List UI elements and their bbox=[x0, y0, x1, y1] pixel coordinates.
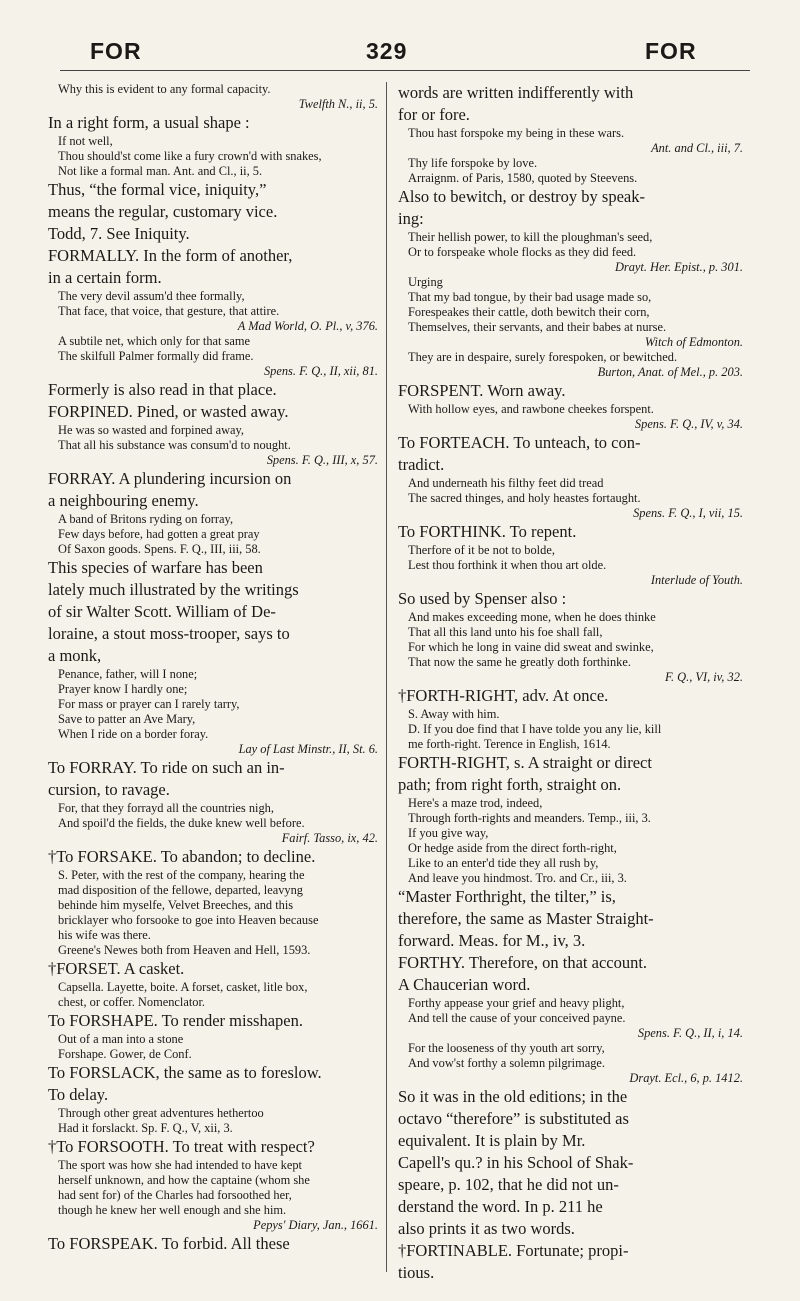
quotation-line: Save to patter an Ave Mary, bbox=[58, 712, 196, 726]
entry-line: speare, p. 102, that he did not un- bbox=[398, 1175, 619, 1194]
quotation-line: When I ride on a border foray. bbox=[58, 727, 209, 741]
right-column bbox=[398, 82, 743, 1284]
entry-line: So used by Spenser also : bbox=[398, 589, 567, 608]
entry-line: A Chaucerian word. bbox=[398, 975, 531, 994]
entry-line: To FORTHINK. To repent. bbox=[398, 522, 577, 541]
entry-line: To FORSLACK, the same as to foreslow. bbox=[48, 1063, 322, 1082]
citation-line: Witch of Edmonton. bbox=[644, 335, 743, 349]
entry-line: tradict. bbox=[398, 455, 445, 474]
quotation-line: That face, that voice, that gesture, that attire. bbox=[58, 304, 280, 318]
quotation-line: That all this land unto his foe shall fall, bbox=[408, 625, 603, 639]
quotation-line: mad disposition of the fellowe, departed, leavyng bbox=[58, 883, 303, 897]
quotation-line: Penance, father, will I none; bbox=[58, 667, 198, 681]
citation-line: Interlude of Youth. bbox=[650, 573, 743, 587]
citation-line: Spens. F. Q., III, x, 57. bbox=[266, 453, 378, 467]
quotation-line: Why this is evident to any formal capacity. bbox=[58, 82, 271, 96]
quotation-line: bricklayer who forsooke to goe into Heaven because bbox=[58, 913, 319, 927]
quotation-line: Themselves, their servants, and their babes at nurse. bbox=[408, 320, 667, 334]
entry-line: FORTH-RIGHT, s. A straight or direct bbox=[398, 753, 652, 772]
quotation-line: S. Peter, with the rest of the company, hearing the bbox=[58, 868, 305, 882]
entry-line: †FORSET. A casket. bbox=[48, 959, 185, 978]
entry-line: Todd, 7. See Iniquity. bbox=[48, 224, 190, 243]
entry-line: in a certain form. bbox=[48, 268, 162, 287]
quotation-line: Greene's Newes both from Heaven and Hell, 1593. bbox=[58, 943, 311, 957]
entry-line: So it was in the old editions; in the bbox=[398, 1087, 628, 1106]
entry-line: a neighbouring enemy. bbox=[48, 491, 199, 510]
quotation-line: behinde him myselfe, Velvet Breeches, and this bbox=[58, 898, 294, 912]
citation-line: Spens. F. Q., II, i, 14. bbox=[637, 1026, 743, 1040]
entry-line: a monk, bbox=[48, 646, 102, 665]
entry-line: octavo “therefore” is substituted as bbox=[398, 1109, 629, 1128]
citation-line: F. Q., VI, iv, 32. bbox=[664, 670, 743, 684]
quotation-line: For, that they forrayd all the countries nigh, bbox=[58, 801, 274, 815]
quotation-line: Therfore of it be not to bolde, bbox=[408, 543, 555, 557]
entry-line: FORSPENT. Worn away. bbox=[398, 381, 566, 400]
entry-line: tious. bbox=[398, 1263, 435, 1282]
entry-line: means the regular, customary vice. bbox=[48, 202, 278, 221]
citation-line: Ant. and Cl., iii, 7. bbox=[651, 141, 743, 155]
quotation-line: Forespeakes their cattle, doth bewitch their corn, bbox=[408, 305, 650, 319]
quotation-line: The sport was how she had intended to have kept bbox=[58, 1158, 302, 1172]
header-left-word: FOR bbox=[90, 38, 142, 64]
entry-line: FORTHY. Therefore, on that account. bbox=[398, 953, 648, 972]
quotation-line: And vow'st forthy a solemn pilgrimage. bbox=[408, 1056, 606, 1070]
citation-line: Spens. F. Q., I, vii, 15. bbox=[633, 506, 743, 520]
quotation-line: Had it forslackt. Sp. F. Q., V, xii, 3. bbox=[58, 1121, 233, 1135]
citation-line: Twelfth N., ii, 5. bbox=[298, 97, 378, 111]
quotation-line: And makes exceeding mone, when he does thinke bbox=[408, 610, 656, 624]
entry-line: †FORTINABLE. Fortunate; propi- bbox=[398, 1241, 629, 1260]
header-right-word: FOR bbox=[645, 38, 697, 64]
quotation-line: The very devil assum'd thee formally, bbox=[58, 289, 245, 303]
entry-line: loraine, a stout moss-trooper, says to bbox=[48, 624, 290, 643]
entry-line: words are written indifferently with bbox=[398, 83, 634, 102]
citation-line: Pepys' Diary, Jan., 1661. bbox=[253, 1218, 378, 1232]
entry-line: To FORTEACH. To unteach, to con- bbox=[398, 433, 641, 452]
quotation-line: For the looseness of thy youth art sorry, bbox=[408, 1041, 605, 1055]
entry-line: forward. Meas. for M., iv, 3. bbox=[398, 931, 586, 950]
quotation-line: If you give way, bbox=[408, 826, 489, 840]
entry-line: †To FORSAKE. To abandon; to decline. bbox=[48, 847, 316, 866]
quotation-line: herself unknown, and how the captaine (whom she bbox=[58, 1173, 310, 1187]
quotation-line: He was so wasted and forpined away, bbox=[58, 423, 245, 437]
quotation-line: The skilfull Palmer formally did frame. bbox=[58, 349, 254, 363]
entry-line: Formerly is also read in that place. bbox=[48, 380, 277, 399]
quotation-line: though he knew her well enough and she him. bbox=[58, 1203, 287, 1217]
entry-line: ing: bbox=[398, 209, 424, 228]
entry-line: lately much illustrated by the writings bbox=[48, 580, 299, 599]
quotation-line: Thy life forspoke by love. bbox=[408, 156, 538, 170]
citation-line: Lay of Last Minstr., II, St. 6. bbox=[238, 742, 378, 756]
quotation-line: Capsella. Layette, boite. A forset, casket, litle box, bbox=[58, 980, 308, 994]
quotation-line: Not like a formal man. Ant. and Cl., ii, 5. bbox=[58, 164, 263, 178]
quotation-line: his wife was there. bbox=[58, 928, 151, 942]
citation-line: Drayt. Her. Epist., p. 301. bbox=[614, 260, 743, 274]
citation-line: Drayt. Ecl., 6, p. 1412. bbox=[629, 1071, 743, 1085]
quotation-line: That now the same he greatly doth forthinke. bbox=[408, 655, 631, 669]
entry-line: To FORSHAPE. To render misshapen. bbox=[48, 1011, 303, 1030]
entry-line: “Master Forthright, the tilter,” is, bbox=[398, 887, 616, 906]
quotation-line: Urging bbox=[408, 275, 443, 289]
quotation-line: S. Away with him. bbox=[408, 707, 500, 721]
quotation-line: Through forth-rights and meanders. Temp., iii, 3. bbox=[408, 811, 651, 825]
quotation-line: That all his substance was consum'd to nought. bbox=[58, 438, 291, 452]
entry-line: derstand the word. In p. 211 he bbox=[398, 1197, 603, 1216]
citation-line: Spens. F. Q., IV, v, 34. bbox=[634, 417, 743, 431]
running-header bbox=[0, 38, 800, 68]
quotation-line: Here's a maze trod, indeed, bbox=[408, 796, 543, 810]
entry-line: In a right form, a usual shape : bbox=[48, 113, 250, 132]
entry-line: therefore, the same as Master Straight- bbox=[398, 909, 654, 928]
quotation-line: Through other great adventures hethertoo bbox=[58, 1106, 264, 1120]
entry-line: Thus, “the formal vice, iniquity,” bbox=[48, 180, 267, 199]
quotation-line: Thou should'st come like a fury crown'd with snakes, bbox=[58, 149, 322, 163]
entry-line: equivalent. It is plain by Mr. bbox=[398, 1131, 586, 1150]
quotation-line: Lest thou forthink it when thou art olde. bbox=[408, 558, 607, 572]
quotation-line: The sacred thinges, and holy heastes fortaught. bbox=[408, 491, 641, 505]
quotation-line: Or to forspeake whole flocks as they did feed. bbox=[408, 245, 637, 259]
entry-line: FORMALLY. In the form of another, bbox=[48, 246, 293, 265]
entry-line: †FORTH-RIGHT, adv. At once. bbox=[398, 686, 609, 705]
column-divider bbox=[386, 82, 387, 1272]
citation-line: Burton, Anat. of Mel., p. 203. bbox=[597, 365, 743, 379]
quotation-line: Forshape. Gower, de Conf. bbox=[58, 1047, 192, 1061]
quotation-line: Of Saxon goods. Spens. F. Q., III, iii, 58. bbox=[58, 542, 261, 556]
quotation-line: Their hellish power, to kill the ploughman's seed, bbox=[408, 230, 653, 244]
quotation-line: They are in despaire, surely forespoken, or bewitched. bbox=[408, 350, 678, 364]
entry-line: cursion, to ravage. bbox=[48, 780, 170, 799]
quotation-line: had sent for) of the Charles had forsoothed her, bbox=[58, 1188, 292, 1202]
left-column bbox=[48, 82, 378, 1255]
quotation-line: Like to an enter'd tide they all rush by, bbox=[408, 856, 599, 870]
quotation-line: With hollow eyes, and rawbone cheekes forspent. bbox=[408, 402, 654, 416]
quotation-line: Thou hast forspoke my being in these wars. bbox=[408, 126, 625, 140]
entry-line: FORRAY. A plundering incursion on bbox=[48, 469, 292, 488]
entry-line: path; from right forth, straight on. bbox=[398, 775, 622, 794]
entry-line: for or fore. bbox=[398, 105, 470, 124]
quotation-line: Arraignm. of Paris, 1580, quoted by Steevens. bbox=[408, 171, 638, 185]
entry-line: FORPINED. Pined, or wasted away. bbox=[48, 402, 289, 421]
quotation-line: Out of a man into a stone bbox=[58, 1032, 184, 1046]
entry-line: To FORSPEAK. To forbid. All these bbox=[48, 1234, 290, 1253]
quotation-line: Prayer know I hardly one; bbox=[58, 682, 188, 696]
quotation-line: me forth-right. Terence in English, 1614. bbox=[408, 737, 611, 751]
quotation-line: A subtile net, which only for that same bbox=[58, 334, 251, 348]
quotation-line: Or hedge aside from the direct forth-right, bbox=[408, 841, 617, 855]
quotation-line: Forthy appease your grief and heavy plight, bbox=[408, 996, 625, 1010]
quotation-line: For which he long in vaine did sweat and swinke, bbox=[408, 640, 654, 654]
quotation-line: If not well, bbox=[58, 134, 113, 148]
citation-line: Fairf. Tasso, ix, 42. bbox=[281, 831, 378, 845]
citation-line: A Mad World, O. Pl., v, 376. bbox=[237, 319, 378, 333]
entry-line: Also to bewitch, or destroy by speak- bbox=[398, 187, 645, 206]
citation-line: Spens. F. Q., II, xii, 81. bbox=[263, 364, 378, 378]
entry-line: This species of warfare has been bbox=[48, 558, 263, 577]
entry-line: To FORRAY. To ride on such an in- bbox=[48, 758, 285, 777]
entry-line: of sir Walter Scott. William of De- bbox=[48, 602, 276, 621]
entry-line: Capell's qu.? in his School of Shak- bbox=[398, 1153, 634, 1172]
quotation-line: And tell the cause of your conceived payne. bbox=[408, 1011, 626, 1025]
entry-line: also prints it as two words. bbox=[398, 1219, 575, 1238]
quotation-line: That my bad tongue, by their bad usage made so, bbox=[408, 290, 652, 304]
quotation-line: A band of Britons ryding on forray, bbox=[58, 512, 234, 526]
quotation-line: Few days before, had gotten a great pray bbox=[58, 527, 260, 541]
quotation-line: And leave you hindmost. Tro. and Cr., iii, 3. bbox=[408, 871, 627, 885]
entry-line: †To FORSOOTH. To treat with respect? bbox=[48, 1137, 315, 1156]
quotation-line: And spoil'd the fields, the duke knew well before. bbox=[58, 816, 305, 830]
quotation-line: And underneath his filthy feet did tread bbox=[408, 476, 604, 490]
header-rule bbox=[60, 70, 750, 71]
quotation-line: D. If you doe find that I have tolde you any lie, kill bbox=[408, 722, 662, 736]
page-number: 329 bbox=[366, 38, 408, 64]
entry-line: To delay. bbox=[48, 1085, 109, 1104]
quotation-line: For mass or prayer can I rarely tarry, bbox=[58, 697, 240, 711]
quotation-line: chest, or coffer. Nomenclator. bbox=[58, 995, 206, 1009]
